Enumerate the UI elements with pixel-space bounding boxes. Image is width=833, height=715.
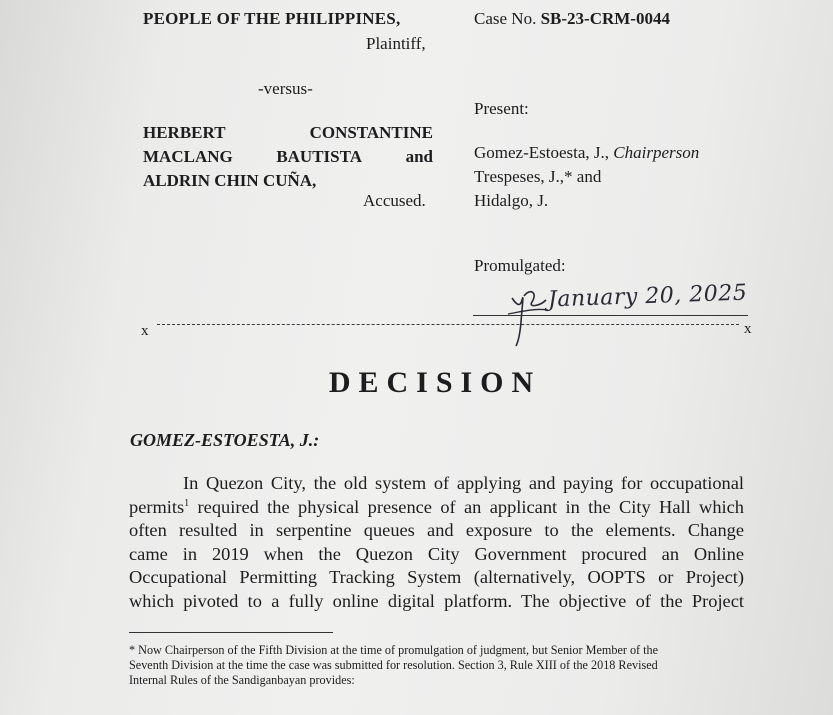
- permits-word: permits: [129, 496, 185, 517]
- case-number: [474, 9, 670, 29]
- member-1-title: Chairperson: [613, 143, 700, 162]
- decision-paragraph: [129, 472, 744, 613]
- case-label: Case No.: [474, 9, 537, 28]
- accused-role: Accused.: [363, 191, 426, 210]
- present-heading: Present:: [474, 99, 529, 118]
- footnote-line: Seventh Division at the time the case was submitted for resolution. Section 3, Rule XIII of the 2018 Revised: [129, 658, 658, 672]
- accused-word: MACLANG: [143, 147, 233, 166]
- separator-x-left: x: [141, 323, 149, 339]
- paragraph-line: often resulted in serpentine queues and exposure to the elements. Change: [129, 520, 744, 540]
- footnote-rule: [129, 632, 333, 633]
- accused-word: CONSTANTINE: [309, 123, 433, 142]
- case-number-value: SB-23-CRM-0044: [540, 9, 670, 28]
- accused-line-1: [143, 123, 433, 143]
- accused-word: HERBERT: [143, 123, 226, 142]
- footnote: [129, 643, 744, 688]
- footnote-line: * Now Chairperson of the Fifth Division at the time of promulgation of judgment, but Senior Member of the: [129, 643, 659, 657]
- decision-title: DECISION: [328, 366, 542, 399]
- promulgation-underline: [473, 315, 748, 316]
- accused-line-2: [143, 147, 433, 167]
- plaintiff-role: Plaintiff,: [366, 34, 426, 53]
- paragraph-line: which pivoted to a fully online digital platform. The objective of the Project: [129, 590, 744, 611]
- present-member-3: Hidalgo, J.: [474, 191, 549, 210]
- accused-word: and: [405, 147, 433, 166]
- accused-word: BAUTISTA: [276, 147, 362, 166]
- versus-label: -versus-: [258, 79, 313, 98]
- separator-dashed-line: [157, 324, 739, 325]
- paragraph-line-2: [129, 496, 744, 520]
- handwritten-date: January 20, 2025: [547, 280, 748, 313]
- footnote-line: Internal Rules of the Sandiganbayan provides:: [129, 673, 355, 687]
- footnote-ref: 1: [184, 497, 190, 509]
- present-member-1: [474, 143, 699, 163]
- present-member-2: Trespeses, J.,* and: [474, 167, 602, 186]
- paragraph-line-2-text: required the physical presence of an applicant in the City Hall which: [197, 496, 745, 517]
- paragraph-line: came in 2019 when the Quezon City Government procured an Online: [129, 543, 744, 564]
- accused-line-3: ALDRIN CHIN CUÑA,: [143, 171, 317, 190]
- ponente: GOMEZ-ESTOESTA, J.:: [130, 430, 320, 450]
- member-1-name: Gomez-Estoesta, J.,: [474, 143, 610, 162]
- promulgated-heading: Promulgated:: [474, 256, 566, 275]
- plaintiff-name: PEOPLE OF THE PHILIPPINES,: [143, 9, 401, 28]
- separator-x-right: x: [744, 321, 752, 337]
- paragraph-line: In Quezon City, the old system of applying and paying for occupational: [183, 473, 744, 493]
- paragraph-line: Occupational Permitting Tracking System (alternatively, OOPTS or Project): [129, 567, 744, 587]
